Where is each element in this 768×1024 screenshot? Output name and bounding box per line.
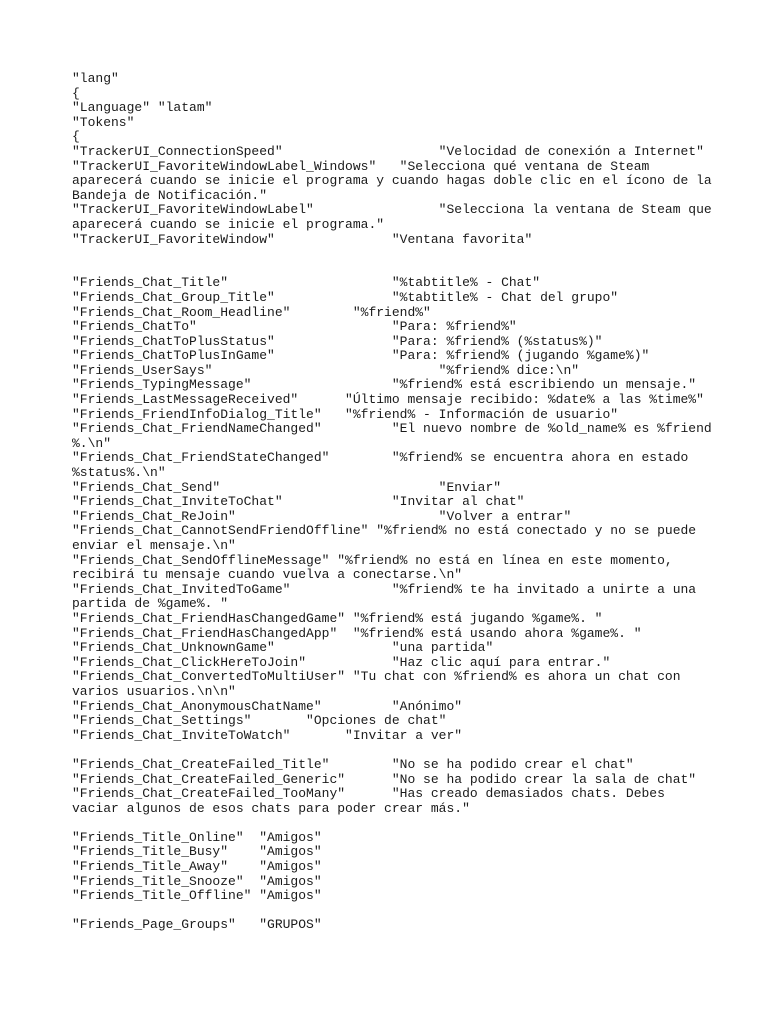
text-line: "Friends_Chat_AnonymousChatName" "Anónimo" [72, 698, 463, 714]
blank-line [72, 816, 696, 831]
text-line: "Language" "latam" [72, 100, 213, 116]
text-line: "Friends_Chat_CannotSendFriendOffline" "%friend% no está conectado y no se puede [72, 523, 697, 539]
text-line: "Friends_Chat_ClickHereToJoin" "Haz clic aquí para entrar." [72, 654, 611, 670]
text-line: "Friends_Chat_SendOfflineMessage" "%friend% no está en línea en este momento, [72, 552, 673, 568]
text-line: "lang" [72, 71, 119, 86]
text-line: "Friends_Chat_InviteToWatch" "Invitar a ver" [72, 727, 463, 743]
text-line: "Tokens" [72, 114, 135, 130]
text-line: %.\n" [72, 435, 112, 451]
text-line: "Friends_Chat_UnknownGame" "una partida" [72, 640, 494, 656]
text-line: "Friends_Chat_Settings" "Opciones de chat" [72, 713, 447, 729]
text-line: "Friends_Chat_Group_Title" "%tabtitle% - Chat del grupo" [72, 289, 619, 305]
text-line: "Friends_Chat_InviteToChat" "Invitar al chat" [72, 494, 525, 510]
text-line: "Friends_Chat_FriendNameChanged" "El nuevo nombre de %old_name% es %friend [72, 421, 712, 437]
text-line: enviar el mensaje.\n" [72, 538, 236, 553]
text-line: "Friends_TypingMessage" "%friend% está escribiendo un mensaje." [72, 377, 697, 393]
text-line: "TrackerUI_ConnectionSpeed" "Velocidad de conexión a Internet" [72, 143, 704, 159]
blank-line [72, 743, 696, 758]
text-line: "Friends_Chat_FriendHasChangedGame" "%friend% está jugando %game%. " [72, 610, 603, 626]
text-line: recibirá tu mensaje cuando vuelva a conectarse.\n" [72, 567, 463, 583]
text-line: "Friends_ChatTo" "Para: %friend%" [72, 319, 517, 335]
text-line: "Friends_LastMessageReceived" "Último mensaje recibido: %date% a las %time%" [72, 392, 704, 408]
document-page [72, 71, 712, 933]
text-line: "Friends_Title_Busy" "Amigos" [72, 844, 322, 860]
text-line: "TrackerUI_FavoriteWindowLabel" "Selecciona la ventana de Steam que [72, 202, 712, 218]
text-line: "Friends_Chat_InvitedToGame" "%friend% te ha invitado a unirte a una [72, 581, 697, 597]
text-line: "Friends_Chat_Title" "%tabtitle% - Chat" [72, 275, 541, 291]
text-line: %status%.\n" [72, 465, 166, 481]
text-line: "Friends_Chat_CreateFailed_Generic" "No se ha podido crear la sala de chat" [72, 771, 697, 787]
text-line: "TrackerUI_FavoriteWindowLabel_Windows" "Selecciona qué ventana de Steam [72, 158, 650, 174]
text-line: "Friends_Chat_CreateFailed_Title" "No se ha podido crear el chat" [72, 756, 634, 772]
text-line: "Friends_Page_Groups" "GRUPOS" [72, 917, 322, 933]
text-line: "TrackerUI_FavoriteWindow" "Ventana favorita" [72, 231, 533, 247]
text-line: { [72, 129, 80, 145]
text-line: "Friends_Title_Away" "Amigos" [72, 859, 322, 875]
text-line: "Friends_Title_Snooze" "Amigos" [72, 873, 322, 889]
text-line: "Friends_FriendInfoDialog_Title" "%friend% - Información de usuario" [72, 406, 619, 422]
text-line: varios usuarios.\n\n" [72, 683, 236, 699]
text-line: "Friends_Title_Online" "Amigos" [72, 829, 322, 845]
text-line: "Friends_Chat_Send" "Enviar" [72, 479, 502, 495]
text-line: "Friends_UserSays" "%friend% dice:\n" [72, 362, 580, 378]
text-line: "Friends_ChatToPlusInGame" "Para: %friend% (jugando %game%)" [72, 348, 650, 364]
text-line: "Friends_Title_Offline" "Amigos" [72, 888, 322, 904]
text-line: "Friends_Chat_CreateFailed_TooMany" "Has creado demasiados chats. Debes [72, 786, 665, 802]
text-line: aparecerá cuando se inicie el programa y cuando hagas doble clic en el ícono de la [72, 173, 712, 189]
text-line: "Friends_Chat_ConvertedToMultiUser" "Tu chat con %friend% es ahora un chat con [72, 669, 681, 685]
blank-line [72, 247, 696, 262]
text-line: vaciar algunos de esos chats para poder crear más." [72, 800, 470, 816]
text-line: "Friends_Chat_FriendHasChangedApp" "%friend% está usando ahora %game%. " [72, 625, 642, 641]
blank-line [72, 904, 696, 919]
text-line: { [72, 85, 80, 101]
text-line: "Friends_ChatToPlusStatus" "Para: %friend% (%status%)" [72, 333, 603, 349]
text-line: "Friends_Chat_FriendStateChanged" "%friend% se encuentra ahora en estado [72, 450, 689, 466]
blank-line [72, 262, 696, 277]
text-line: partida de %game%. " [72, 596, 229, 612]
text-line: aparecerá cuando se inicie el programa." [72, 216, 385, 232]
text-line: "Friends_Chat_ReJoin" "Volver a entrar" [72, 508, 572, 524]
text-line: Bandeja de Notificación." [72, 187, 268, 203]
text-line: "Friends_Chat_Room_Headline" "%friend%" [72, 304, 431, 320]
